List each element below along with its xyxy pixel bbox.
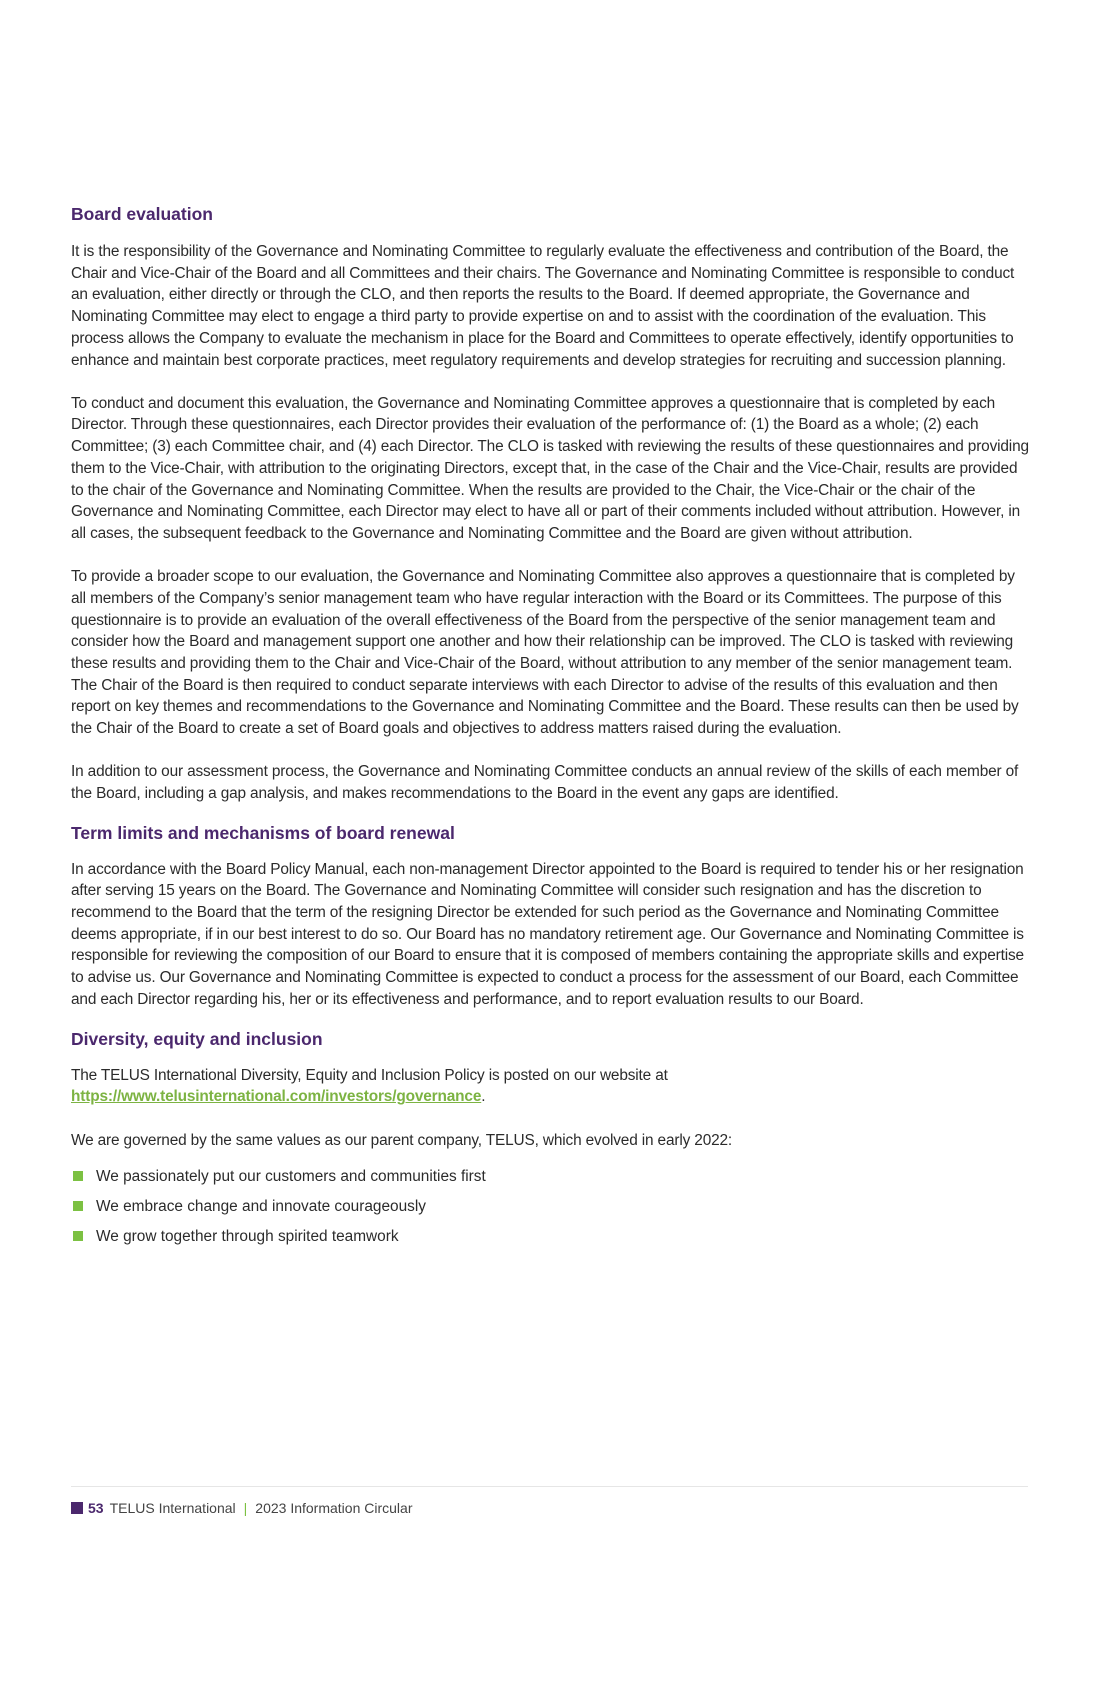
footer-separator: | xyxy=(243,1500,248,1516)
governance-link[interactable]: https://www.telusinternational.com/investors/governance xyxy=(71,1088,482,1106)
paragraph: In addition to our assessment process, the Governance and Nominating Committee conducts an annual review of the skills of each member of the Board, including a gap analysis, and makes recommendations to the Board in the event any gaps are identified. xyxy=(71,763,1019,802)
value-text: We passionately put our customers and communities first xyxy=(96,1168,486,1186)
bullet-square-icon xyxy=(73,1171,83,1181)
footer-document-title: 2023 Information Circular xyxy=(255,1500,413,1516)
footer-divider xyxy=(71,1486,1028,1487)
list-item xyxy=(71,1226,1031,1248)
policy-text: The TELUS International Diversity, Equity and Inclusion Policy is posted on our website at xyxy=(71,1066,668,1084)
paragraph: It is the responsibility of the Governance and Nominating Committee to regularly evaluate the effectiveness and contribution of the Board, the Chair and Vice-Chair of the Board and all Committees and their chairs. The Governance and Nominating Committee is responsible to conduct an evaluation, either directly or through the CLO, and then reports the results to the Board. If deemed appropriate, the Governance and Nominating Committee may elect to engage a third party to provide expertise on and to assist with the coordination of the evaluation. This process allows the Company to evaluate the mechanism in place for the Board and Committees to operate effectively, identify opportunities to enhance and maintain best corporate practices, meet regulatory requirements and develop strategies for recruiting and succession planning. xyxy=(71,243,1015,369)
bullet-square-icon xyxy=(73,1231,83,1241)
paragraph: To conduct and document this evaluation, the Governance and Nominating Committee approves a questionnaire that is completed by each Director. Through these questionnaires, each Director provides their evaluation of the performance of: (1) the Board as a whole; (2) each Committee; (3) each Committee chair, and (4) each Director. The CLO is tasked with reviewing the results of these questionnaires and providing them to the Vice-Chair, with attribution to the originating Directors, except that, in the case of the Chair and the Vice-Chair, results are provided to the chair of the Governance and Nominating Committee. When the results are provided to the Chair, the Vice-Chair or the chair of the Governance and Nominating Committee, each Director may elect to have all or part of their comments included without attribution. However, in all cases, the subsequent feedback to the Governance and Nominating Committee and the Board are given without attribution. xyxy=(71,394,1029,542)
bullet-square-icon xyxy=(73,1201,83,1211)
values-intro: We are governed by the same values as our parent company, TELUS, which evolved in early 2022: xyxy=(71,1131,733,1149)
policy-link-suffix: . xyxy=(481,1088,486,1106)
list-item xyxy=(71,1196,1031,1218)
policy-paragraph xyxy=(71,1065,1031,1108)
values-list xyxy=(71,1166,1031,1248)
paragraph: In accordance with the Board Policy Manual, each non-management Director appointed to the Board is required to tender his or her resignation after serving 15 years on the Board. The Governance and Nominating Committee will consider such resignation and has the discretion to recommend to the Board that the term of the resigning Director be extended for such period as the Governance and Nominating Committee deems appropriate, if in our best interest to do so. Our Board has no mandatory retirement age. Our Governance and Nominating Committee is responsible for reviewing the composition of our Board to ensure that it is composed of members containing the appropriate skills and expertise to advise us. Our Governance and Nominating Committee is expected to conduct a process for the assessment of our Board, each Committee and each Director regarding his, her or its effectiveness and performance, and to report evaluation results to our Board. xyxy=(71,860,1024,1008)
value-text: We embrace change and innovate courageously xyxy=(96,1198,426,1216)
page-content xyxy=(71,203,1031,1256)
page-number: 53 xyxy=(88,1500,104,1516)
footer-company: TELUS International xyxy=(109,1500,236,1516)
section-heading-board-evaluation: Board evaluation xyxy=(71,204,213,224)
paragraph: To provide a broader scope to our evaluation, the Governance and Nominating Committee also approves a questionnaire that is completed by all members of the Company’s senior management team who have regular interaction with the Board or its Committees. The purpose of this questionnaire is to provide an evaluation of the overall effectiveness of the Board from the perspective of the senior management team and consider how the Board and management support one another and how their relationship can be improved. The CLO is tasked with reviewing these results and providing them to the Chair and Vice-Chair of the Board, without attribution to any member of the senior management team. The Chair of the Board is then required to conduct separate interviews with each Director to advise of the results of this evaluation and then report on key themes and recommendations to the Governance and Nominating Committee and the Board. These results can then be used by the Chair of the Board to create a set of Board goals and objectives to address matters raised during the evaluation. xyxy=(71,568,1019,738)
section-heading-term-limits: Term limits and mechanisms of board renewal xyxy=(71,822,455,843)
section-heading-diversity: Diversity, equity and inclusion xyxy=(71,1028,323,1049)
footer-square-icon xyxy=(71,1502,83,1514)
value-text: We grow together through spirited teamwork xyxy=(96,1228,399,1246)
page-footer xyxy=(71,1500,412,1516)
list-item xyxy=(71,1166,1031,1188)
